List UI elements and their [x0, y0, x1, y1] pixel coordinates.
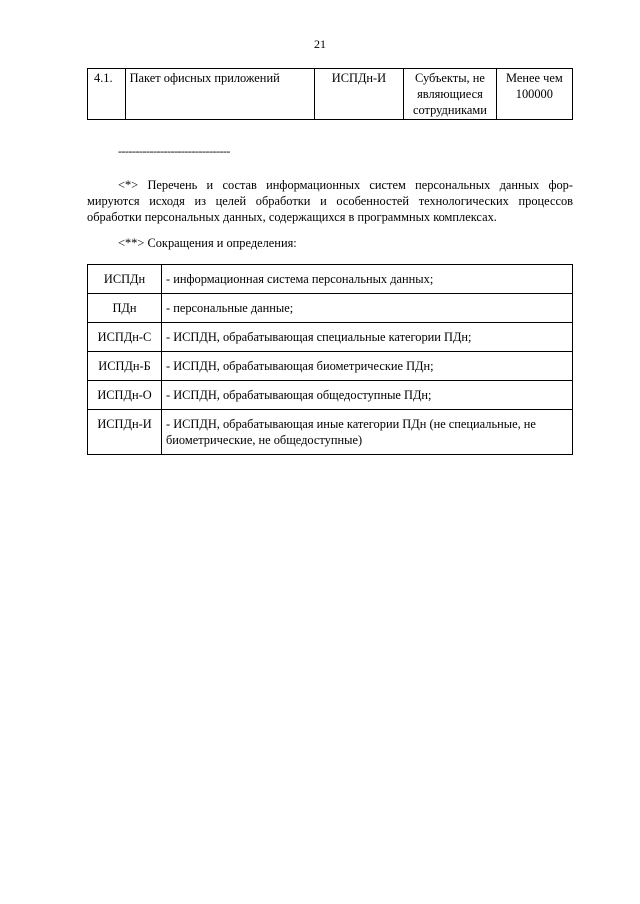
footnote-1	[87, 177, 573, 225]
table-row	[88, 294, 573, 323]
table-row	[88, 381, 573, 410]
volume-cell: Менее чем 100000	[496, 69, 572, 120]
table-row	[88, 265, 573, 294]
abbreviation-definition: - ИСПДН, обрабатывающая иные категории ПДн (не специальные, не биометрические, не общедоступные)	[162, 410, 573, 455]
abbreviation-term: ИСПДн-С	[88, 323, 162, 352]
abbreviation-definition: - персональные данные;	[162, 294, 573, 323]
footnote-separator: --------------------------------	[118, 144, 230, 158]
abbreviations-table	[87, 264, 573, 455]
row-number-cell: 4.1.	[88, 69, 126, 120]
abbreviation-term: ИСПДн	[88, 265, 162, 294]
footnote-2-text: <**> Сокращения и определения:	[118, 236, 297, 250]
abbreviation-term: ИСПДн-И	[88, 410, 162, 455]
subjects-cell: Субъекты, не являющиеся сотрудниками	[404, 69, 497, 120]
footnote-1-text: <*> Перечень и состав информационных систем персональных данных фор-мируются исходя из целей обработки и особенностей технологических процессов обработки персональных данных, содержащихся в программных комплексах.	[87, 178, 573, 224]
abbreviation-definition: - ИСПДН, обрабатывающая специальные категории ПДн;	[162, 323, 573, 352]
abbreviation-term: ИСПДн-О	[88, 381, 162, 410]
abbreviation-definition: - ИСПДН, обрабатывающая биометрические ПДн;	[162, 352, 573, 381]
table-row	[88, 69, 573, 120]
page-number: 21	[314, 37, 326, 51]
table-row	[88, 323, 573, 352]
system-type-cell: ИСПДн-И	[314, 69, 403, 120]
table-row	[88, 352, 573, 381]
systems-table	[87, 68, 573, 120]
table-row	[88, 410, 573, 455]
abbreviation-definition: - информационная система персональных данных;	[162, 265, 573, 294]
abbreviation-term: ИСПДн-Б	[88, 352, 162, 381]
footnote-2	[87, 235, 573, 251]
application-name-cell: Пакет офисных приложений	[125, 69, 314, 120]
abbreviation-definition: - ИСПДН, обрабатывающая общедоступные ПДн;	[162, 381, 573, 410]
abbreviation-term: ПДн	[88, 294, 162, 323]
